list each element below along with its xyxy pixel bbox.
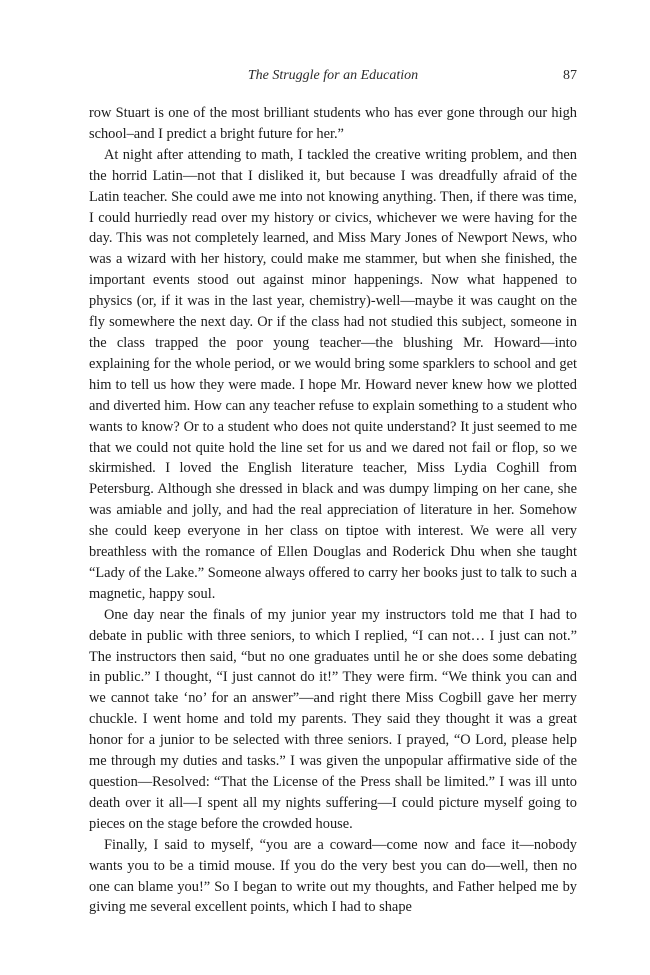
page-number: 87 xyxy=(563,68,577,83)
paragraph-preparation: Finally, I said to myself, “you are a coward—come now and face it—nobody wants you to be a timid mouse. If you do the very best you can do—well, then no one can blame you!” So I began to write out my thoughts, and Father helped me by giving me several excellent points, which I had to shape xyxy=(89,836,577,916)
paragraph-continued: row Stuart is one of the most brilliant students who has ever gone through our high school–and I predict a bright future for her.” xyxy=(89,105,577,142)
body-text xyxy=(89,103,577,918)
paragraph-debate: One day near the finals of my junior year my instructors told me that I had to debate in public with three seniors, to which I replied, “I can not… I just can not.” The instructors then said, “but no one graduates until he or she does some debating in public.” I thought, “I just cannot do it!” They were firm. “We think you can and we cannot take ‘no’ for an answer”—and right there Miss Cogbill gave her merry chuckle. I went home and told my parents. They said they thought it was a great honor for a junior to be selected with three seniors. I prayed, “O Lord, please help me through my duties and tasks.” I was given the unpopular affirmative side of the question—Resolved: “That the License of the Press shall be limited.” I was ill unto death over it all—I spent all my nights suffering—I could picture myself going to pieces on the stage before the crowded house. xyxy=(89,606,577,832)
paragraph-study-routine: At night after attending to math, I tackled the creative writing problem, and then the horrid Latin—not that I disliked it, but because I was dreadfully afraid of the Latin teacher. She could awe me into not knowing anything. Then, if there was time, I could hurriedly read over my history or civics, whichever we were having for the day. This was not completely learned, and Miss Mary Jones of Newport News, who was a wizard with her history, could make me stammer, but when she finished, the important events stood out against minor happenings. Now what happened to physics (or, if it was in the last year, chemistry)-well—maybe it was caught on the fly somewhere the next day. Or if the class had not studied this subject, someone in the class trapped the poor young teacher—the blushing Mr. Howard—into explaining for the whole period, or we would bring some sparklers to school and get him to tell us how they were made. I hope Mr. Howard never knew how we plotted and diverted him. How can any teacher refuse to explain something to a student who wants to know? Or to a student who does not quite understand? It just seemed to me that we could not quite hold the line set for us and we dared not fail or flop, so we skirmished. I loved the English literature teacher, Miss Lydia Coghill from Petersburg. Although she dressed in black and was dumpy limping on her cane, she was amiable and jolly, and had the real appreciation of literature in her. Somehow she could keep everyone in her class on tiptoe with interest. We were all very breathless with the romance of Ellen Douglas and Roderick Dhu when she taught “Lady of the Lake.” Someone always offered to carry her books just to talk to such a magnetic, happy soul. xyxy=(89,146,577,602)
running-head xyxy=(89,64,577,88)
running-title: The Struggle for an Education xyxy=(247,68,419,83)
